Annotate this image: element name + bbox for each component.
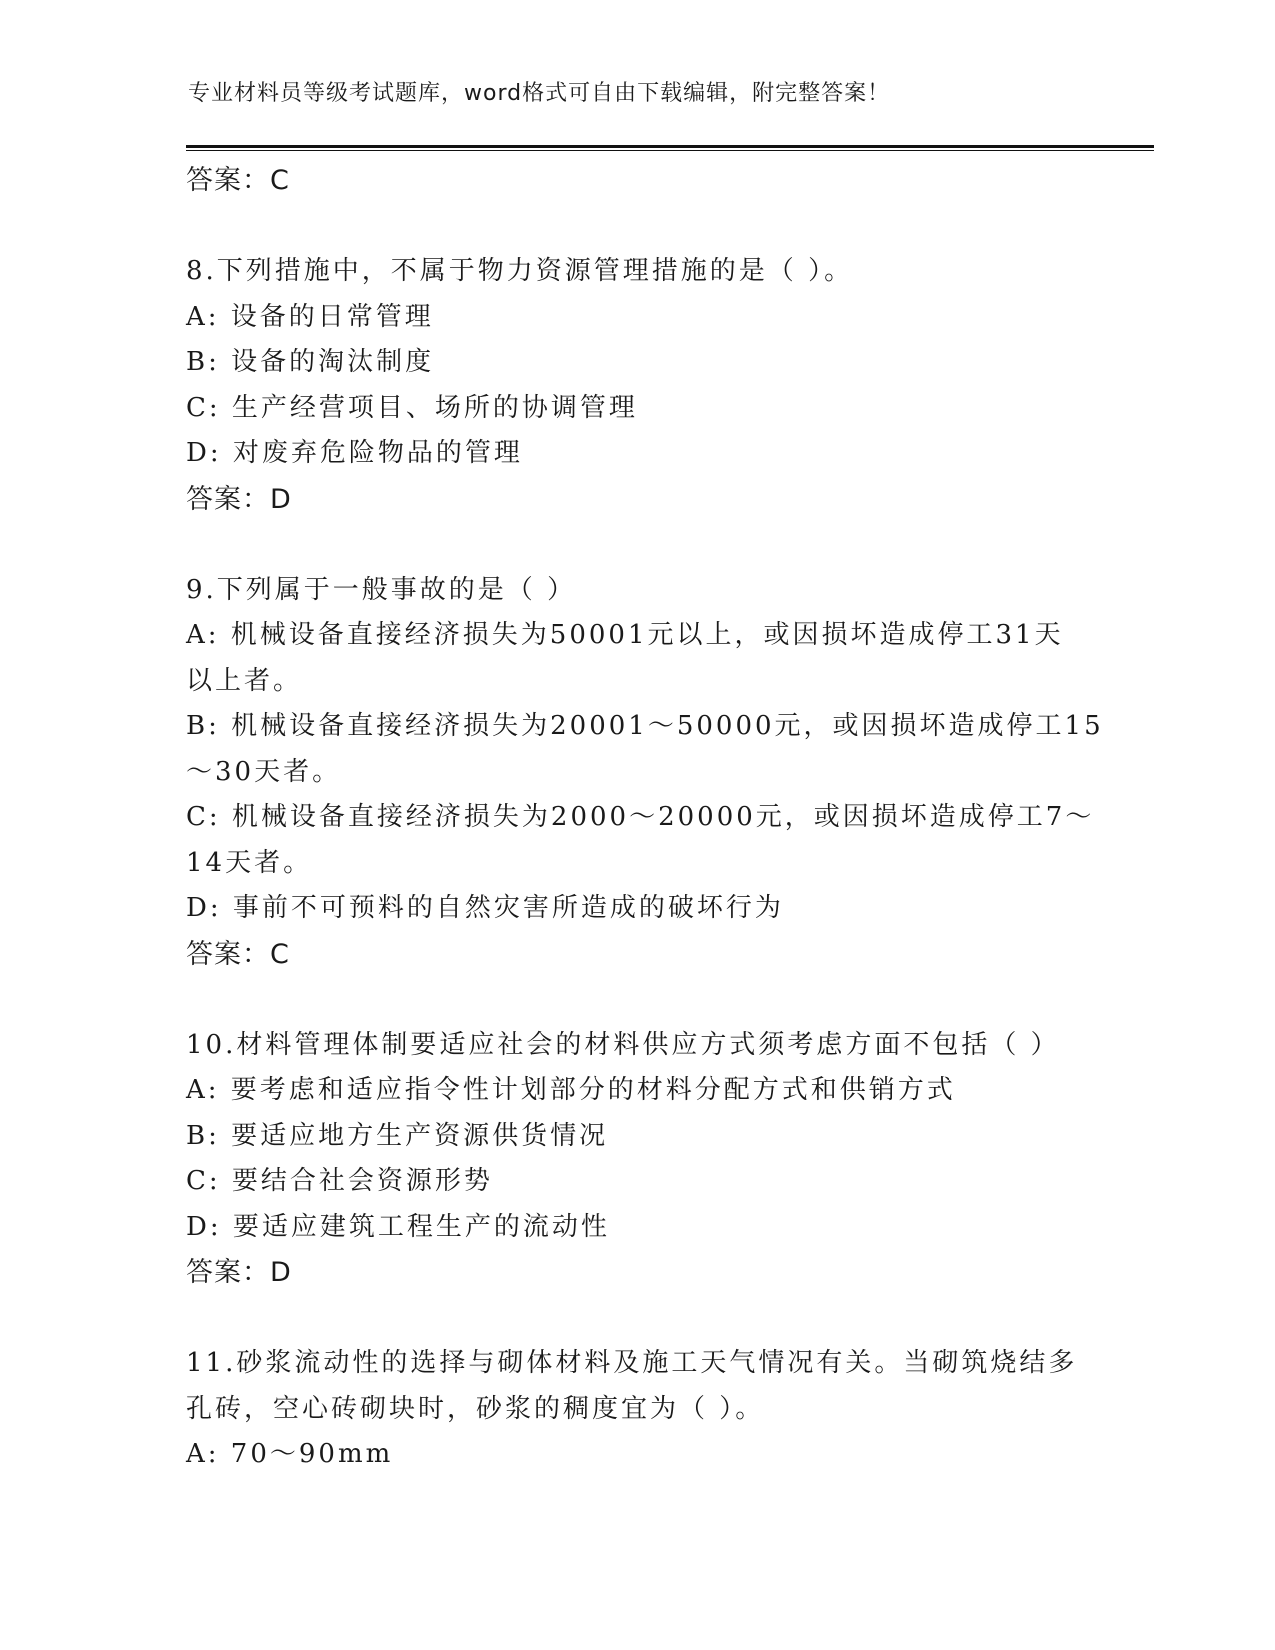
option-b: B: 要适应地方生产资源供货情况 xyxy=(186,1120,609,1151)
option-c: C: 要结合社会资源形势 xyxy=(186,1166,493,1196)
question-8 xyxy=(186,249,1086,522)
header-rule-thin xyxy=(186,150,1154,151)
answer: 答案：D xyxy=(186,1257,292,1288)
question-10 xyxy=(186,1023,1086,1296)
question-stem: 11.砂浆流动性的选择与砌体材料及施工天气情况有关。当砌筑烧结多 xyxy=(186,1348,1078,1378)
option-a-cont: 以上者。 xyxy=(186,665,303,696)
option-d: D: 事前不可预料的自然灾害所造成的破坏行为 xyxy=(186,893,784,923)
option-a: A: 机械设备直接经济损失为50001元以上，或因损坏造成停工31天 xyxy=(186,620,1064,650)
question-stem: 9.下列属于一般事故的是（ ） xyxy=(186,574,577,605)
header-rule-thick xyxy=(186,145,1154,148)
question-11 xyxy=(186,1341,1086,1478)
option-d: D: 对废弃危险物品的管理 xyxy=(186,438,523,468)
answer: 答案：C xyxy=(186,938,290,970)
question-stem-cont: 孔砖，空心砖砌块时，砂浆的稠度宜为（ ）。 xyxy=(186,1393,765,1424)
question-stem: 10.材料管理体制要适应社会的材料供应方式须考虑方面不包括（ ） xyxy=(186,1029,1060,1060)
question-9 xyxy=(186,568,1104,978)
option-c: C: 机械设备直接经济损失为2000～20000元，或因损坏造成停工7～ xyxy=(186,802,1095,832)
document-body xyxy=(186,158,1104,1478)
option-b: B: 机械设备直接经济损失为20001～50000元，或因损坏造成停工15 xyxy=(186,711,1104,741)
option-b: B: 设备的淘汰制度 xyxy=(186,347,435,377)
answer-q7: 答案：C xyxy=(186,165,290,196)
answer: 答案：D xyxy=(186,483,292,515)
option-d: D: 要适应建筑工程生产的流动性 xyxy=(186,1211,610,1242)
option-a: A: 70～90mm xyxy=(186,1439,394,1469)
page-header: 专业材料员等级考试题库，word格式可自由下载编辑，附完整答案！ xyxy=(188,81,891,106)
option-c-cont: 14天者。 xyxy=(186,847,313,878)
option-c: C: 生产经营项目、场所的协调管理 xyxy=(186,392,638,423)
question-stem: 8.下列措施中，不属于物力资源管理措施的是（ ）。 xyxy=(186,256,854,286)
option-a: A: 要考虑和适应指令性计划部分的材料分配方式和供销方式 xyxy=(186,1075,956,1105)
option-b-cont: ～30天者。 xyxy=(186,756,342,787)
option-a: A: 设备的日常管理 xyxy=(186,301,434,332)
